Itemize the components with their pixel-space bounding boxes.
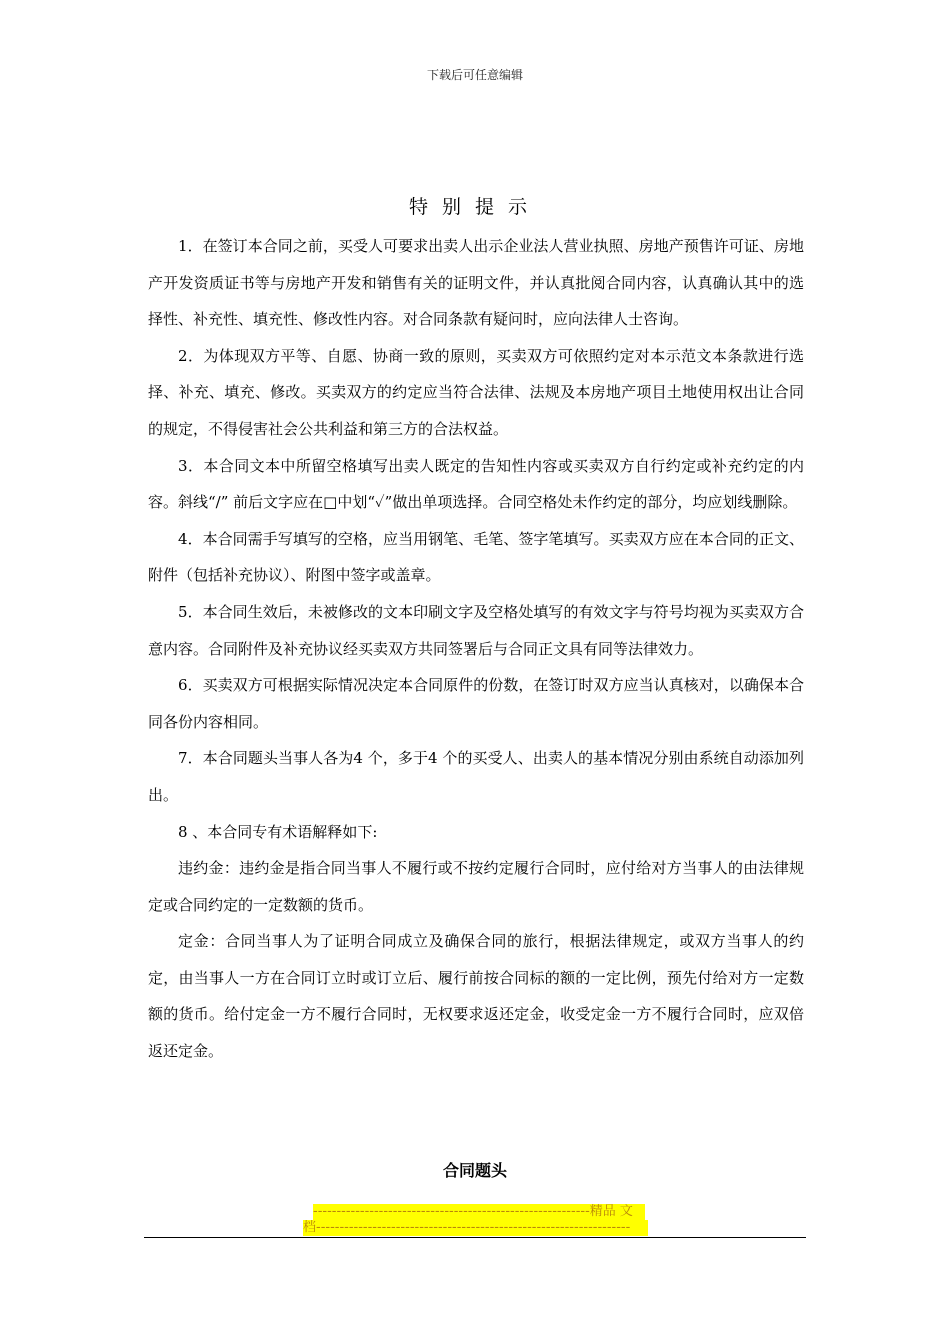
paragraph-5: 5．本合同生效后，未被修改的文本印刷文字及空格处填写的有效文字与符号均视为买卖双方合意内容。合同附件及补充协议经买卖双方共同签署后与合同正文具有同等法律效力。: [148, 602, 804, 658]
paragraph-2: 2．为体现双方平等、自愿、协商一致的原则，买卖双方可依照约定对本示范文本条款进行选择、补充、填充、修改。买卖双方的约定应当符合法律、法规及本房地产项目土地使用权出让合同的规定，不得侵害社会公共利益和第三方的合法权益。: [148, 346, 804, 438]
paragraph-3: 3．本合同文本中所留空格填写出卖人既定的告知性内容或买卖双方自行约定或补充约定的内容。斜线“/” 前后文字应在□中划“✓”做出单项选择。合同空格处未作约定的部分，均应划线删除。: [148, 456, 804, 512]
paragraph-7: 7．本合同题头当事人各为4 个，多于4 个的买受人、出卖人的基本情况分别由系统自动添加列出。: [148, 749, 804, 804]
page-divider: [144, 1237, 806, 1238]
paragraph-1: 1．在签订本合同之前，买受人可要求出卖人出示企业法人营业执照、房地产预售许可证、房地产开发资质证书等与房地产开发和销售有关的证明文件，并认真批阅合同内容，认真确认其中的选择性、补充性、填充性、修改性内容。对合同条款有疑问时，应向法律人士咨询。: [148, 237, 804, 329]
paragraph-8: 8 、本合同专有术语解释如下:: [178, 822, 378, 841]
header-note: 下载后可任意编辑: [426, 68, 523, 82]
paragraph-4: 4．本合同需手写填写的空格，应当用钢笔、毛笔、签字笔填写。买卖双方应在本合同的正文、附件（包括补充协议）、附图中签字或盖章。: [148, 529, 804, 585]
notice-body: [148, 228, 804, 1070]
footer-line-2: 档-------------------------------------------------------------------: [303, 1220, 648, 1236]
page-title: 特别提示: [408, 196, 541, 218]
footer-line-1: -----------------------------------------------------------精品 文: [313, 1204, 645, 1220]
paragraph-6: 6．买卖双方可根据实际情况决定本合同原件的份数，在签订时双方应当认真核对，以确保本合同各份内容相同。: [148, 676, 804, 731]
definition-deposit: 定金：合同当事人为了证明合同成立及确保合同的旅行，根据法律规定，或双方当事人的约定，由当事人一方在合同订立时或订立后、履行前按合同标的额的一定比例，预先付给对方一定数额的货币。给付定金一方不履行合同时，无权要求返还定金，收受定金一方不履行合同时，应双倍返还定金。: [148, 932, 804, 1061]
definition-penalty: 违约金：违约金是指合同当事人不履行或不按约定履行合同时，应付给对方当事人的由法律规定或合同约定的一定数额的货币。: [148, 859, 804, 914]
section-title: 合同题头: [442, 1161, 507, 1180]
